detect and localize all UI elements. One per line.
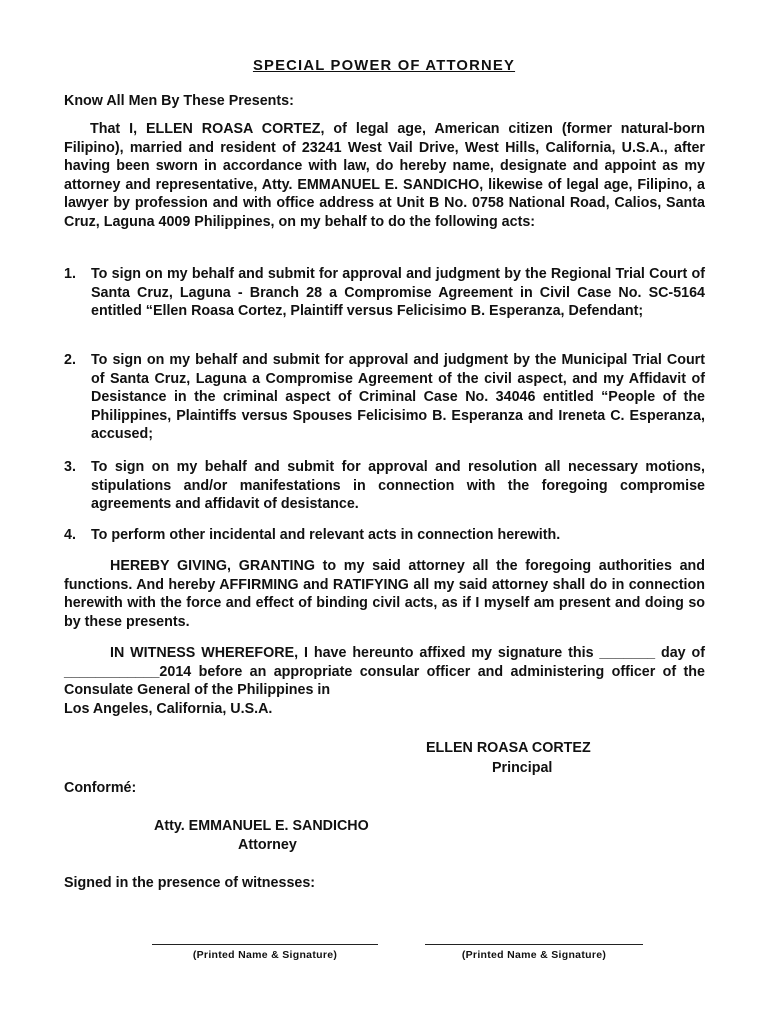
witness-signature-line-2 bbox=[425, 944, 643, 945]
principal-name: ELLEN ROASA CORTEZ bbox=[426, 740, 591, 756]
list-item bbox=[64, 458, 705, 514]
list-item-text: To sign on my behalf and submit for approval and judgment by the Municipal Trial Court of Santa Cruz, Laguna a Compromise Agreement of the civil aspect, and my Affidavit of Desistance in the criminal aspect of Criminal Case No. 34046 entitled “People of the Philippines, Plaintiffs versus Spouses Felicisimo B. Esperanza and Ireneta C. Esperanza, accused; bbox=[91, 352, 705, 443]
list-item bbox=[64, 526, 705, 545]
list-item-number: 1. bbox=[64, 266, 76, 282]
conforme-label: Conformé: bbox=[64, 780, 137, 796]
granting-paragraph: HEREBY GIVING, GRANTING to my said attorney all the foregoing authorities and functions. And hereby AFFIRMING and RATIFYING all my said attorney shall do in connection herewith with the force and effect of binding civil acts, as if I myself am present and doing so by these presents. bbox=[64, 558, 705, 630]
list-item-text: To sign on my behalf and submit for approval and judgment by the Regional Trial Court of Santa Cruz, Laguna - Branch 28 a Compromise Agreement in Civil Case No. SC-5164 entitled “Ellen Roasa Cortez, Plaintiff versus Felicisimo B. Esperanza, Defendant; bbox=[91, 266, 705, 320]
list-item-text: To perform other incidental and relevant acts in connection herewith. bbox=[91, 527, 561, 543]
witness-caption-2: (Printed Name & Signature) bbox=[461, 949, 607, 961]
attorney-role: Attorney bbox=[238, 837, 297, 853]
intro-paragraph: That I, ELLEN ROASA CORTEZ, of legal age, American citizen (former natural-born Filipino), married and resident of 23241 West Vail Drive, West Hills, California, U.S.A., after having been sworn in accordance with law, do hereby name, designate and appoint as my attorney and representative, Atty. EMMANUEL E. SANDICHO, likewise of legal age, Filipino, a lawyer by profession and with office address at Unit B No. 0758 National Road, Calios, Santa Cruz, Laguna 4009 Philippines, on my behalf to do the following acts: bbox=[64, 121, 705, 230]
salutation: Know All Men By These Presents: bbox=[64, 93, 294, 109]
witness-place: Los Angeles, California, U.S.A. bbox=[64, 701, 273, 717]
witnesses-label: Signed in the presence of witnesses: bbox=[64, 875, 316, 891]
list-item-number: 2. bbox=[64, 352, 76, 368]
principal-role: Principal bbox=[492, 760, 553, 776]
attorney-name: Atty. EMMANUEL E. SANDICHO bbox=[154, 818, 369, 834]
list-item-text: To sign on my behalf and submit for approval and resolution all necessary motions, stipulations and/or manifestations in connection with the foregoing compromise agreements and affidavit of desistance. bbox=[91, 459, 705, 513]
list-item-number: 3. bbox=[64, 459, 76, 475]
witness-signature-line-1 bbox=[152, 944, 378, 945]
document-title: SPECIAL POWER OF ATTORNEY bbox=[252, 58, 516, 74]
list-item-number: 4. bbox=[64, 527, 76, 543]
list-item bbox=[64, 351, 705, 444]
witness-caption-1: (Printed Name & Signature) bbox=[192, 949, 338, 961]
list-item bbox=[64, 265, 705, 321]
witness-clause: IN WITNESS WHEREFORE, I have hereunto affixed my signature this _______ day of ____________2014 before an appropriate consular officer and administering officer of the Consulate General of the Philippines in bbox=[64, 645, 705, 699]
